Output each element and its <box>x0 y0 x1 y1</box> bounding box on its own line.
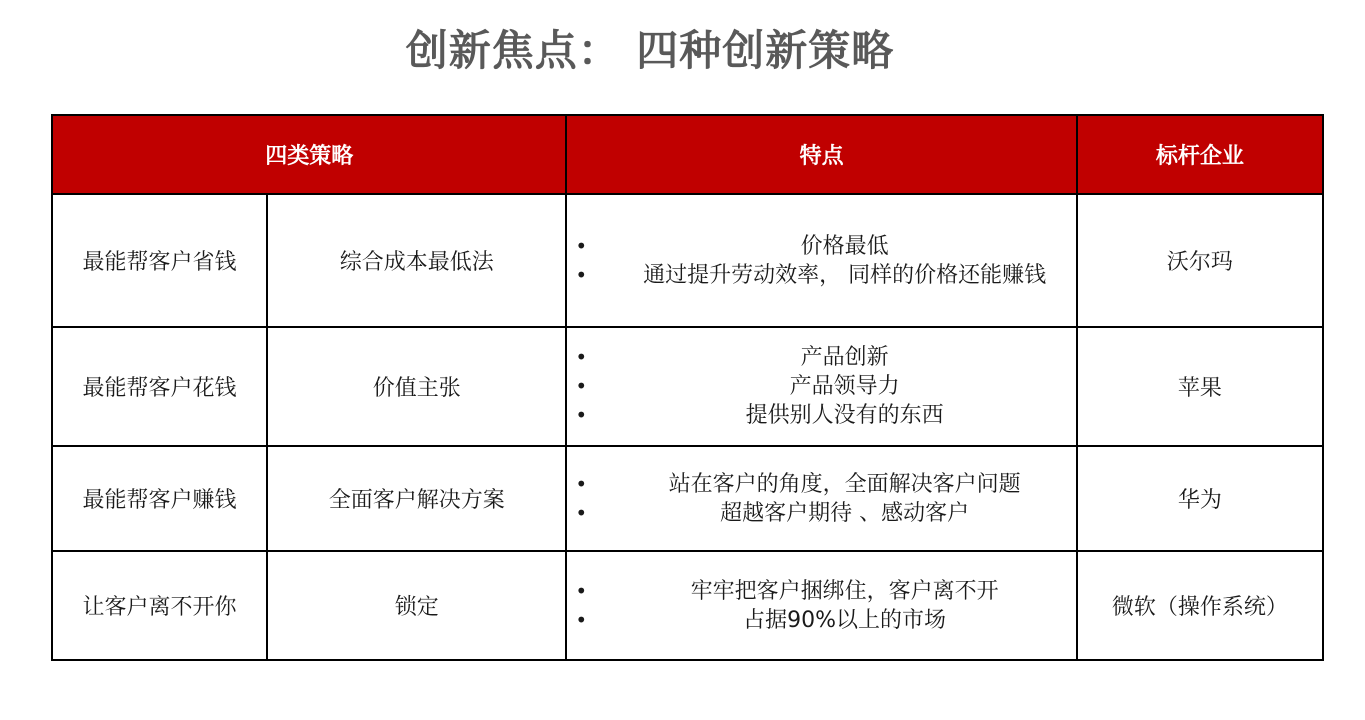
feature-item: • 价格最低 <box>575 232 1075 261</box>
feature-item: • 牢牢把客户捆绑住，客户离不开 <box>575 577 1075 606</box>
features-cell <box>566 446 1076 551</box>
feature-item: • 产品创新 <box>575 343 1075 372</box>
strategy-cell: 锁定 <box>267 551 566 660</box>
page-title: 创新焦点： 四种创新策略 <box>405 26 895 75</box>
feature-item: • 站在客户的角度，全面解决客户问题 <box>575 470 1075 499</box>
strategy-cell: 综合成本最低法 <box>267 194 566 327</box>
feature-item: • 通过提升劳动效率， 同样的价格还能赚钱 <box>575 261 1075 290</box>
table-row <box>52 194 1323 327</box>
goal-cell: 最能帮客户省钱 <box>52 194 267 327</box>
table-row <box>52 551 1323 660</box>
features-cell <box>566 194 1076 327</box>
feature-item: • 提供别人没有的东西 <box>575 401 1075 430</box>
header-strategy: 四类策略 <box>52 115 566 194</box>
features-cell <box>566 551 1076 660</box>
feature-item: • 占据90%以上的市场 <box>575 606 1075 635</box>
table-row <box>52 446 1323 551</box>
benchmark-cell: 华为 <box>1077 446 1323 551</box>
strategy-cell: 全面客户解决方案 <box>267 446 566 551</box>
goal-cell: 让客户离不开你 <box>52 551 267 660</box>
table-header-row <box>52 115 1323 194</box>
strategy-cell: 价值主张 <box>267 327 566 446</box>
goal-cell: 最能帮客户赚钱 <box>52 446 267 551</box>
benchmark-cell: 微软（操作系统） <box>1077 551 1323 660</box>
feature-item: • 产品领导力 <box>575 372 1075 401</box>
goal-cell: 最能帮客户花钱 <box>52 327 267 446</box>
header-benchmark: 标杆企业 <box>1077 115 1323 194</box>
table-row <box>52 327 1323 446</box>
features-cell <box>566 327 1076 446</box>
feature-item: • 超越客户期待 、感动客户 <box>575 499 1075 528</box>
header-features: 特点 <box>566 115 1076 194</box>
strategy-table <box>51 114 1324 661</box>
benchmark-cell: 苹果 <box>1077 327 1323 446</box>
benchmark-cell: 沃尔玛 <box>1077 194 1323 327</box>
